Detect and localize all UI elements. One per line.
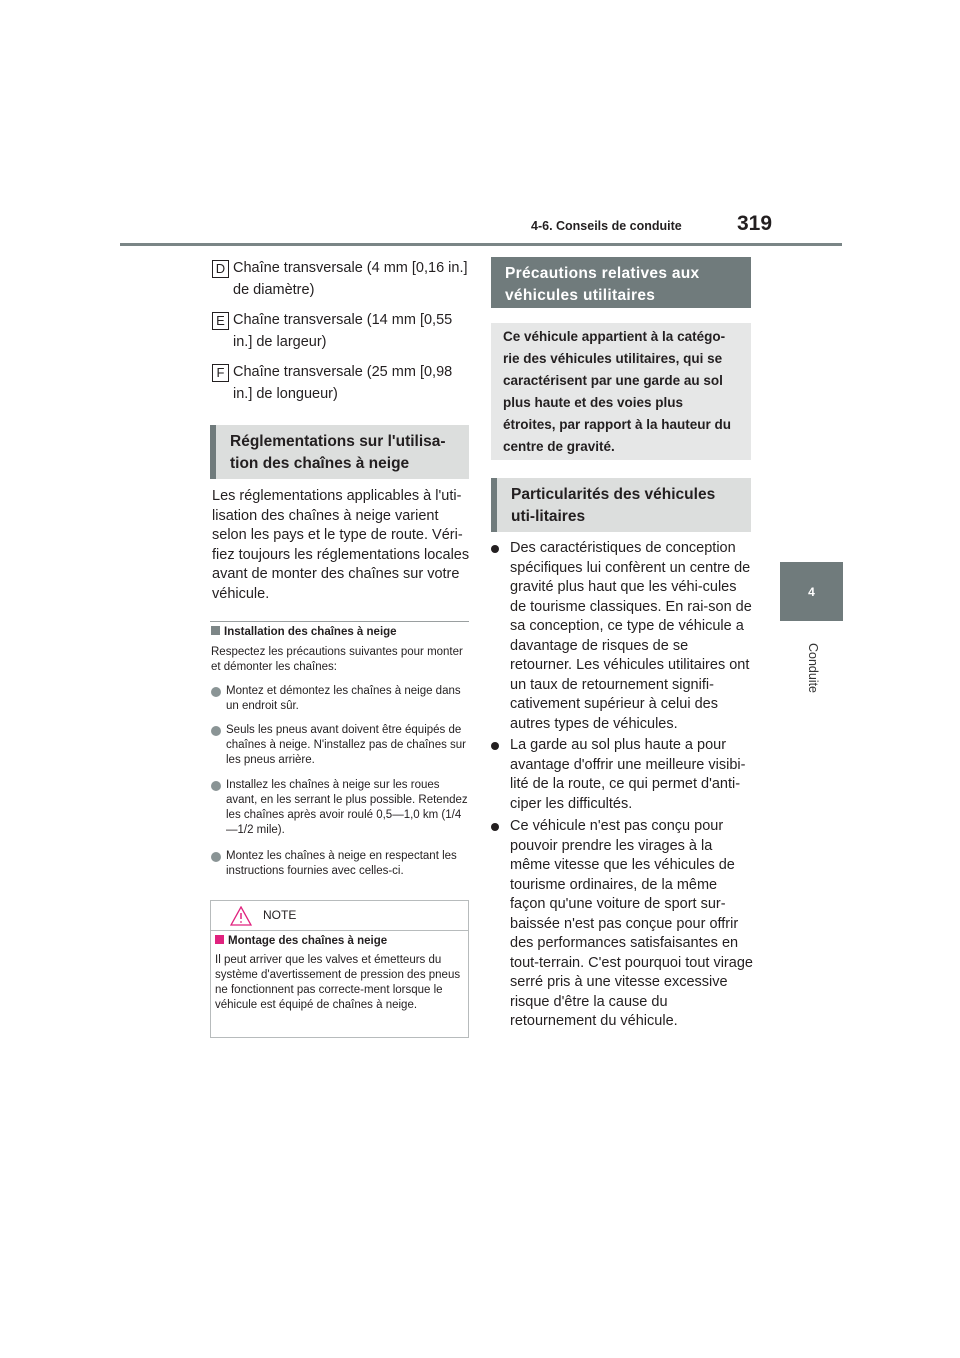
letter-badge: E <box>212 312 229 330</box>
bullet-dot-icon <box>491 823 499 831</box>
letter-badge: F <box>212 364 229 382</box>
utility-bullet-text: Ce véhicule n'est pas conçu pour pouvoir prendre les virages à la même vitesse que les véhicules de tourisme ordinaires, de la même façon qu'une voiture de sport sur-baissée n'est pas conçue pour offrir des performances satisfaisantes en tout-terrain. C'est pourquoi tout virage serré pris à une vitesse excessive risque d'être la cause du retournement du véhicule. <box>510 818 753 1029</box>
chain-item-e <box>212 309 472 353</box>
circle-bullet-icon <box>211 726 221 736</box>
header-divider <box>120 243 842 246</box>
letter-badge: D <box>212 260 229 278</box>
chain-item-d <box>212 257 472 301</box>
utility-bullet-text: Des caractéristiques de conception spécifiques lui confèrent un centre de gravité plus haut que les véhi-cules de tourisme classiques. En rai-son de sa conception, ce type de véhicule a davantage de risques de se retourner. Les véhicules utilitaires ont un taux de retournement signifi-cativement supérieur à celui des autres types de véhicules. <box>510 540 752 732</box>
installation-item-text: Installez les chaînes à neige sur les roues avant, en les serrant le plus possible. Retendez les chaînes après avoir roulé 0,5—1,0 km (1/4—1/2 mile). <box>226 779 468 836</box>
installation-item <box>211 684 471 714</box>
installation-item-text: Montez les chaînes à neige en respectant les instructions fournies avec celles-ci. <box>226 850 457 877</box>
installation-item <box>211 778 471 838</box>
note-body: Il peut arriver que les valves et émetteurs du système d'avertissement de pression des pneus ne fonctionnent pas correcte-ment lorsque le véhicule est équipé de chaînes à neige. <box>215 954 461 1011</box>
warning-triangle-icon <box>230 906 252 926</box>
installation-item-text: Seuls les pneus avant doivent être équipés de chaînes à neige. N'installez pas de chaînes sur les pneus arrière. <box>226 724 467 766</box>
chapter-label: Conduite <box>806 642 820 694</box>
circle-bullet-icon <box>211 687 221 697</box>
utility-precautions-heading: Précautions relatives aux véhicules utilitaires <box>491 257 751 308</box>
circle-bullet-icon <box>211 781 221 791</box>
installation-item-text: Montez et démontez les chaînes à neige dans un endroit sûr. <box>226 685 461 712</box>
installation-heading-text: Installation des chaînes à neige <box>224 626 397 638</box>
utility-bullet-text: La garde au sol plus haute a pour avantage d'offrir une meilleure visibi-lité de la route, ce qui permet d'anti-ciper les difficultés. <box>510 737 746 812</box>
installation-intro: Respectez les précautions suivantes pour monter et démonter les chaînes: <box>211 646 463 673</box>
section-title: 4-6. Conseils de conduite <box>531 219 682 233</box>
installation-item <box>211 723 471 768</box>
divider <box>210 621 469 622</box>
chapter-tab <box>780 562 843 621</box>
chain-item-text: Chaîne transversale (4 mm [0,16 in.] de diamètre) <box>233 260 468 298</box>
note-heading-text: Montage des chaînes à neige <box>228 935 388 947</box>
note-box <box>210 900 469 1038</box>
bullet-dot-icon <box>491 742 499 750</box>
utility-bullet <box>491 539 753 734</box>
bullet-dot-icon <box>491 545 499 553</box>
circle-bullet-icon <box>211 852 221 862</box>
regulations-heading: Réglementations sur l'utilisa-tion des chaînes à neige <box>210 425 469 479</box>
chapter-number: 4 <box>808 584 815 599</box>
chain-item-text: Chaîne transversale (25 mm [0,98 in.] de longueur) <box>233 364 453 402</box>
note-heading <box>215 935 465 947</box>
utility-bullet <box>491 817 753 1032</box>
utility-features-heading: Particularités des véhicules uti-litaires <box>491 478 751 532</box>
installation-item <box>211 849 471 879</box>
note-label: NOTE <box>263 908 297 922</box>
chain-item-f <box>212 361 472 405</box>
note-header <box>211 901 468 931</box>
regulations-body: Les réglementations applicables à l'uti-lisation des chaînes à neige varient selon les pays et le type de route. Véri-fiez toujours les réglementations locales avant de monter des chaînes sur votre véhicule. <box>212 488 470 602</box>
utility-bullet <box>491 736 753 814</box>
square-bullet-icon <box>215 935 224 944</box>
chain-item-text: Chaîne transversale (14 mm [0,55 in.] de largeur) <box>233 312 453 350</box>
page-number: 319 <box>737 212 773 235</box>
utility-info-box: Ce véhicule appartient à la catégo-rie des véhicules utilitaires, qui se caractérisent par une garde au sol plus haute et des voies plus étroites, par rapport à la hauteur du centre de gravité. <box>491 323 751 460</box>
square-bullet-icon <box>211 626 220 635</box>
installation-heading <box>211 626 470 638</box>
